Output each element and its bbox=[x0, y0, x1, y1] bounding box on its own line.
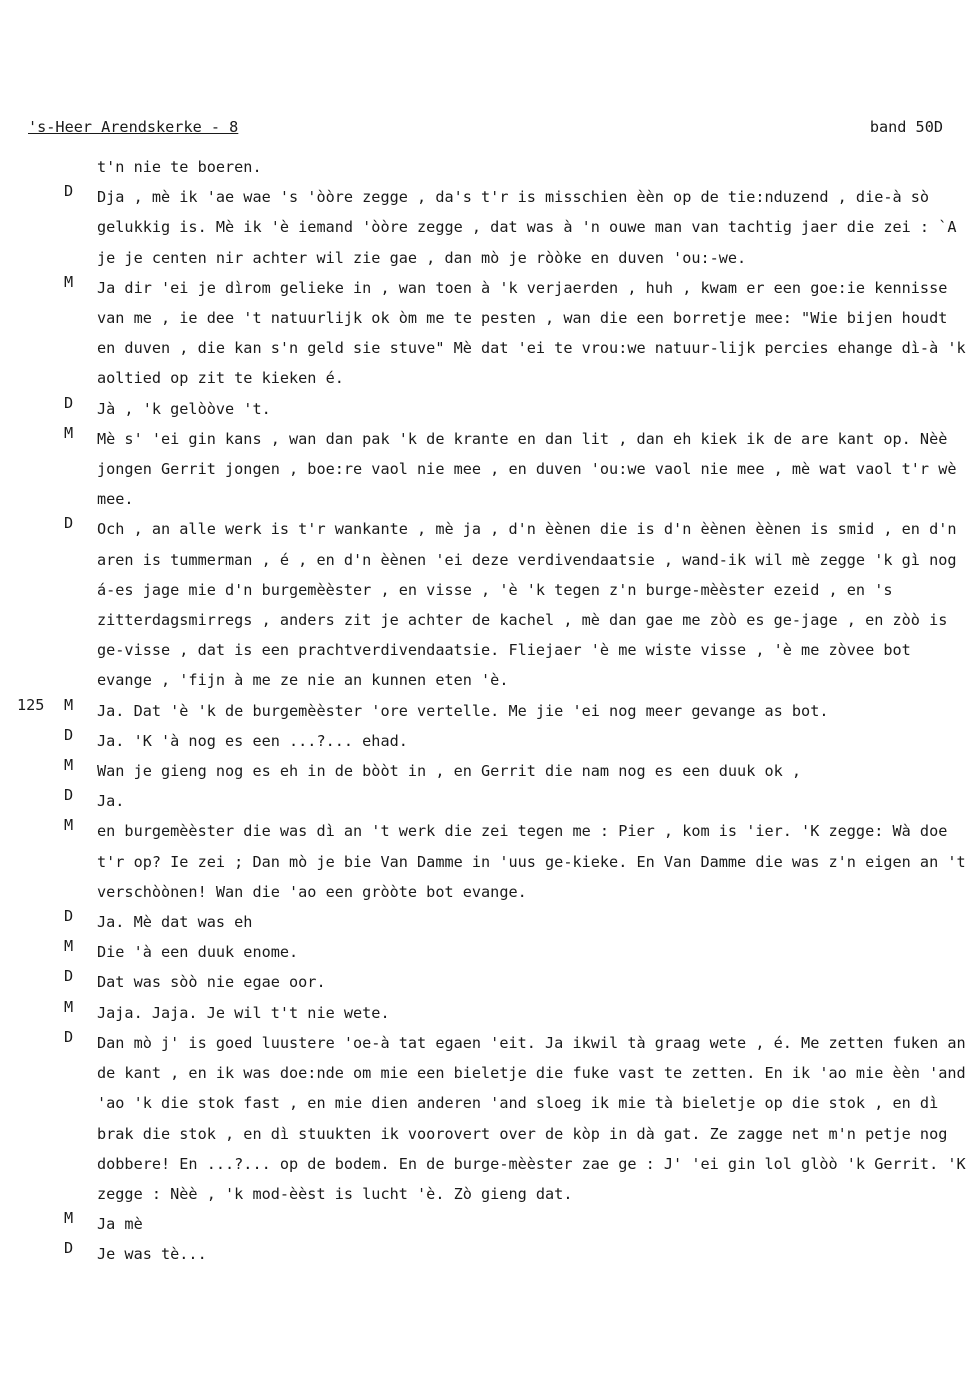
speaker-label: M bbox=[64, 1209, 74, 1228]
entry-text: t'n nie te boeren. bbox=[97, 158, 262, 176]
speaker-label: D bbox=[64, 514, 74, 533]
entry-text: Je was tè... bbox=[97, 1245, 207, 1264]
transcript-entry bbox=[0, 273, 973, 394]
speaker-label: D bbox=[64, 1239, 74, 1258]
transcript-entry bbox=[0, 1239, 973, 1269]
transcript-entry bbox=[0, 514, 973, 695]
page-header bbox=[28, 118, 943, 142]
speaker-label: D bbox=[64, 967, 74, 986]
transcript-entry bbox=[0, 182, 973, 273]
speaker-label: M bbox=[64, 937, 74, 956]
transcript-entry bbox=[0, 1209, 973, 1239]
entry-text: Wan je gieng nog es eh in de bòòt in , en Gerrit die nam nog es een duuk ok , bbox=[97, 762, 802, 781]
entry-text: Jà , 'k gelòòve 't. bbox=[97, 399, 271, 418]
transcript bbox=[0, 152, 973, 1270]
transcript-entry bbox=[0, 726, 973, 756]
transcript-entry bbox=[0, 1028, 973, 1209]
entry-text: Jaja. Jaja. Je wil t't nie wete. bbox=[97, 1003, 390, 1022]
speaker-label: M bbox=[64, 997, 74, 1016]
transcript-entry bbox=[0, 152, 973, 182]
entry-text: Och , an alle werk is t'r wankante , mè ja , d'n èènen die is d'n èènen èènen is smid , en d'n aren is tummerman , é , en d'n èènen 'ei deze verdivendaatsie , wand-ik wil mè zegge 'k gì nog á-es jage mie d'n burgemèèster , en visse , 'è 'k tegen z'n burge-mèèster ezeid , en 's zitterdagsmirregs , anders zit je achter de kachel , mè dan gae me zòò es ge-jage , en zòò is ge-visse , dat is een prachtverdivendaatsie. Fliejaer 'è me wiste visse , 'è me zòvee bot evange , 'fijn à me ze nie an kunnen eten 'è. bbox=[97, 520, 957, 690]
entry-text: Mè s' 'ei gin kans , wan dan pak 'k de krante en dan lit , dan eh kiek ik de are kant op. Nèè jongen Gerrit jongen , boe:re vaol nie mee , en duven 'ou:we vaol nie mee , mè wat vaol t'r wè mee. bbox=[97, 429, 957, 509]
speaker-label: D bbox=[64, 725, 74, 744]
speaker-label: M bbox=[64, 423, 74, 442]
band-label: band 50D bbox=[869, 118, 943, 136]
speaker-label: D bbox=[64, 393, 74, 412]
speaker-label: D bbox=[64, 1027, 74, 1046]
transcript-entry bbox=[0, 967, 973, 997]
entry-text: Ja. 'K 'à nog es een ...?... ehad. bbox=[97, 731, 408, 750]
speaker-label: D bbox=[64, 907, 74, 926]
entry-text: Ja dir 'ei je dìrom gelieke in , wan toen à 'k verjaerden , huh , kwam er een goe:ie kennisse van me , ie dee 't natuurlijk ok òm me te pesten , wan die een borretje mee: "Wie bijen houdt en duven , die kan s'n geld sie stuve" Mè dat 'ei te vrou:we natuur-lijk percies ehange dì-à 'k aoltied op zit te kieken é. bbox=[97, 278, 966, 388]
speaker-label: M bbox=[64, 756, 74, 775]
transcript-entry bbox=[0, 907, 973, 937]
transcript-entry bbox=[0, 424, 973, 515]
entry-text: en burgemèèster die was dì an 't werk die zei tegen me : Pier , kom is 'ier. 'K zegge: Wà doe t'r op? Ie zei ; Dan mò je bie Van Damme in 'uus ge-kieke. En Van Damme die was z'n eigen an 't verschòònen! Wan die 'ao een gròòte bot evange. bbox=[97, 822, 966, 901]
entry-text: Dat was sòò nie egae oor. bbox=[97, 973, 326, 992]
transcript-entry bbox=[0, 998, 973, 1028]
entry-text: Ja. Dat 'è 'k de burgemèèster 'ore vertelle. Me jie 'ei nog meer gevange as bot. bbox=[97, 701, 829, 720]
transcript-entry bbox=[0, 394, 973, 424]
speaker-label: M bbox=[64, 695, 74, 714]
speaker-label: M bbox=[64, 816, 74, 835]
speaker-label: D bbox=[64, 786, 74, 805]
document-title: 's-Heer Arendskerke - 8 bbox=[28, 118, 239, 136]
transcript-entry bbox=[0, 756, 973, 786]
entry-text: Dan mò j' is goed luustere 'oe-à tat egaen 'eit. Ja ikwil tà graag wete , é. Me zetten fuken an de kant , en ik was doe:nde om mie een bieletje die fuke vast te zetten. En ik 'ao mie èèn 'and 'ao 'k die stok fast , en mie dien anderen 'and sloeg ik mie tà bieletje op die stok , en dì brak die stok , en dì stuukten ik voorovert over de kòp in dà gat. Ze zagge net m'n petje nog dobbere! En ...?... op de bodem. En de burge-mèèster zae ge : J' 'ei gin lol glòò 'k Gerrit. 'K zegge : Nèè , 'k mod-èèst is lucht 'è. Zò gieng dat. bbox=[97, 1033, 966, 1203]
entry-text: Die 'à een duuk enome. bbox=[97, 943, 299, 962]
entry-text: Dja , mè ik 'ae wae 's 'òòre zegge , da's t'r is misschien èèn op de tie:nduzend , die-à sò gelukkig is. Mè ik 'è iemand 'òòre zegge , dat was à 'n ouwe man van tachtig jaer die zei : `A je je centen nir achter wil zie gae , dan mò je ròòke en duven 'ou:-we. bbox=[97, 188, 957, 267]
entry-text: Ja. Mè dat was eh bbox=[97, 913, 253, 932]
speaker-label: D bbox=[64, 182, 74, 201]
entry-text: Ja. bbox=[97, 792, 125, 811]
transcript-entry bbox=[0, 786, 973, 816]
speaker-label: M bbox=[64, 272, 74, 291]
line-number: 125 bbox=[17, 695, 45, 714]
entry-text: Ja mè bbox=[97, 1215, 143, 1234]
transcript-entry bbox=[0, 816, 973, 907]
transcript-entry bbox=[0, 696, 973, 726]
transcript-entry bbox=[0, 937, 973, 967]
